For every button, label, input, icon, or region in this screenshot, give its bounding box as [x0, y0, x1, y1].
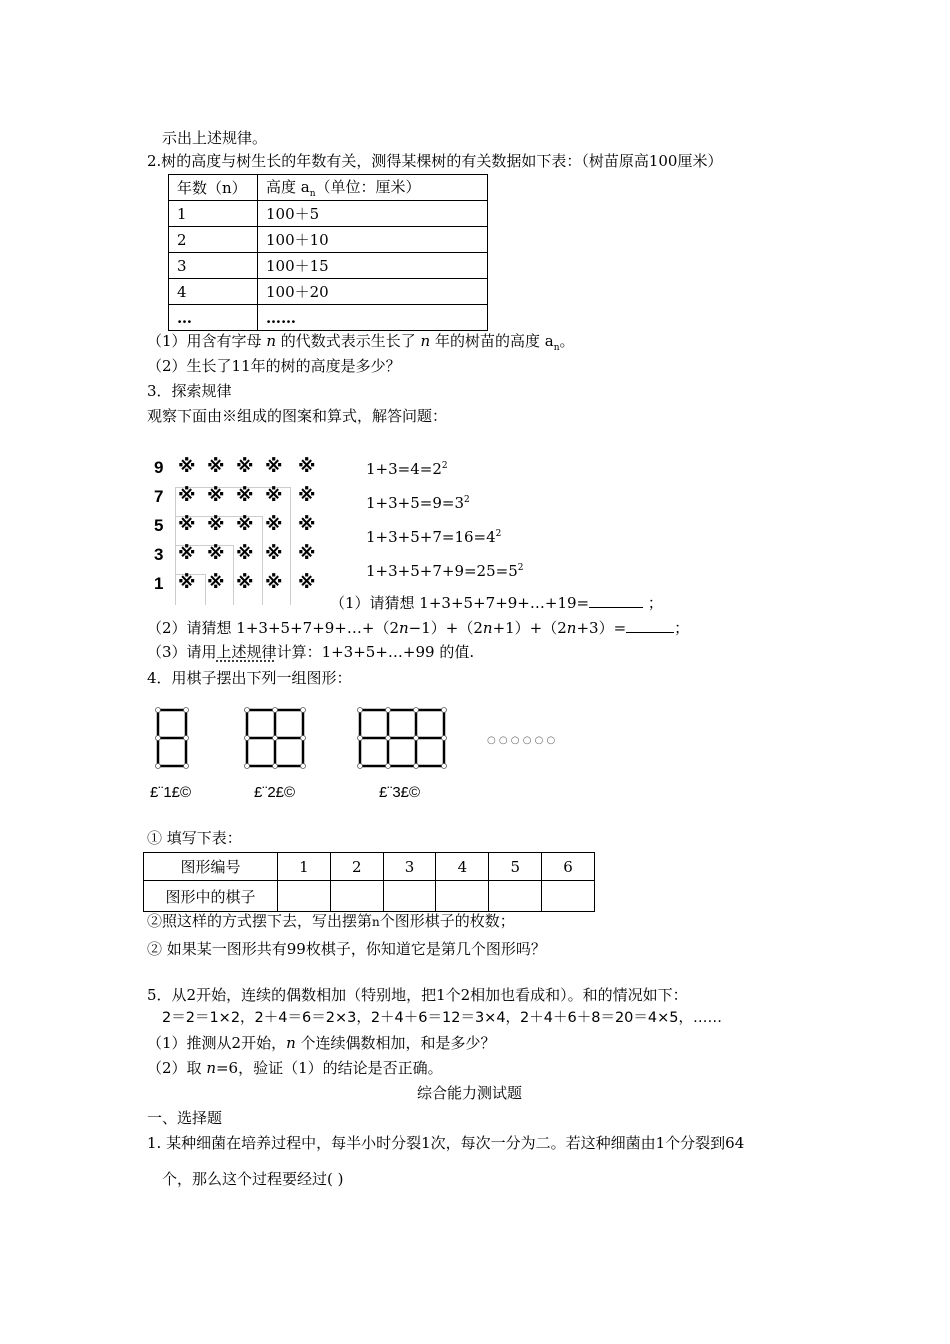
equation-2: $1+3+5=9=3^2$: [366, 494, 470, 512]
chess-piece: [156, 736, 161, 741]
table-row: [169, 201, 488, 227]
cell: 5: [489, 853, 542, 881]
reference-mark-icon: ※: [236, 456, 254, 477]
q5-part2: （2）取 n=6，验证（1）的结论是否正确。: [147, 1059, 443, 1077]
chess-piece: [414, 736, 419, 741]
equation-4: $1+3+5+7+9=25=5^2$: [366, 562, 524, 580]
reference-mark-icon: ※: [298, 543, 316, 564]
cell: [278, 881, 331, 912]
q4-part3: ② 如果某一图形共有99枚棋子，你知道它是第几个图形吗？: [147, 940, 546, 958]
reference-mark-icon: ※: [207, 485, 225, 506]
caption-3: £¨3£©: [379, 784, 421, 801]
cell: 4: [169, 279, 258, 305]
guess-2: （2）请猜想 1+3+5+7+9+…+（2n−1）+（2n+1）+（2n+3）= ；: [147, 619, 690, 637]
answer-blank: [589, 593, 643, 608]
cell: 图形编号: [144, 853, 278, 881]
ellipsis-dots: ○ ○ ○ ○ ○ ○: [487, 735, 556, 746]
q3-desc: 观察下面由※组成的图案和算式，解答问题：: [147, 407, 448, 425]
q2-part2: （2）生长了11年的树的高度是多少？: [147, 357, 401, 375]
reference-mark-icon: ※: [178, 485, 196, 506]
caption-2: £¨2£©: [254, 784, 296, 801]
answer-blank: [626, 618, 674, 633]
chess-piece: [414, 764, 419, 769]
q2-part1: （1）用含有字母 n 的代数式表示生长了 n 年的树苗的高度 $a_n$。: [147, 332, 575, 353]
row-label: 3: [154, 545, 164, 564]
header-years: 年数（n）: [169, 175, 258, 201]
cell: [489, 881, 542, 912]
q5-formula: 2＝2＝1×2，2＋4＝6＝2×3，2＋4＋6＝12＝3×4，2＋4＋6＋8＝20＝4×5，……: [162, 1010, 723, 1026]
reference-mark-icon: ※: [265, 456, 283, 477]
caption-1: £¨1£©: [150, 784, 192, 801]
chess-piece: [245, 708, 250, 713]
chess-piece: [386, 764, 391, 769]
section-subtitle: 一、选择题: [147, 1109, 223, 1127]
chess-piece: [414, 708, 419, 713]
cell: 100＋15: [258, 253, 488, 279]
reference-mark-icon: ※: [207, 543, 225, 564]
reference-mark-icon: ※: [298, 456, 316, 477]
chess-piece: [273, 708, 278, 713]
cell: [330, 881, 383, 912]
reference-mark-icon: ※: [236, 514, 254, 535]
cell: [542, 881, 595, 912]
reference-mark-icon: ※: [178, 514, 196, 535]
reference-mark-icon: ※: [236, 572, 254, 593]
chess-piece: [245, 736, 250, 741]
chess-piece: [386, 708, 391, 713]
reference-mark-icon: ※: [236, 543, 254, 564]
table-row: [169, 175, 488, 201]
chess-piece: [442, 736, 447, 741]
reference-mark-icon: ※: [236, 485, 254, 506]
cell: 3: [383, 853, 436, 881]
section-q1-line2: 个，那么这个过程要经过( ): [162, 1170, 344, 1188]
chess-piece: [184, 736, 189, 741]
row-label: 9: [154, 458, 164, 477]
chess-piece: [358, 736, 363, 741]
cell: 3: [169, 253, 258, 279]
reference-mark-icon: ※: [178, 456, 196, 477]
cell: ……: [258, 305, 488, 331]
table-row: [169, 279, 488, 305]
row-label: 7: [154, 487, 164, 506]
cell: 2: [169, 227, 258, 253]
cell: 1: [278, 853, 331, 881]
chess-piece: [301, 708, 306, 713]
reference-mark-icon: ※: [178, 572, 196, 593]
height-table: [168, 174, 488, 331]
q4-title: 4．用棋子摆出下列一组图形：: [147, 669, 352, 687]
q3-title: 3．探索规律: [147, 382, 232, 400]
chess-piece: [301, 736, 306, 741]
guess-3: （3）请用上述规律计算：1+3+5+…+99 的值.: [147, 643, 475, 661]
table-row: [169, 227, 488, 253]
chess-piece: [156, 708, 161, 713]
cell: 图形中的棋子: [144, 881, 278, 912]
chess-piece: [386, 736, 391, 741]
cell: 100＋5: [258, 201, 488, 227]
cell: [436, 881, 489, 912]
chess-piece: [273, 736, 278, 741]
cell: 6: [542, 853, 595, 881]
reference-mark-icon: ※: [298, 485, 316, 506]
chess-piece: [301, 764, 306, 769]
chess-table: [143, 852, 595, 912]
q2-title: 2.树的高度与树生长的年数有关，测得某棵树的有关数据如下表：（树苗原高100厘米）: [147, 152, 723, 170]
row-label: 1: [154, 574, 164, 593]
table-row: [144, 881, 595, 912]
cell: 1: [169, 201, 258, 227]
reference-mark-icon: ※: [178, 543, 196, 564]
equation-1: $1+3=4=2^2$: [366, 460, 448, 478]
cell: [383, 881, 436, 912]
q4-part2: ②照这样的方式摆下去，写出摆第n个图形棋子的枚数；: [147, 912, 515, 930]
symbol-pattern: [150, 458, 330, 608]
row-label: 5: [154, 516, 164, 535]
reference-mark-icon: ※: [207, 456, 225, 477]
reference-mark-icon: ※: [265, 514, 283, 535]
section-q1-line1: 1. 某种细菌在培养过程中，每半小时分裂1次，每次一分为二。若这种细菌由1个分裂到64: [147, 1134, 745, 1152]
table-row: [169, 253, 488, 279]
q5-title: 5．从2开始，连续的偶数相加（特别地，把1个2相加也看成和）。和的情况如下：: [147, 986, 688, 1004]
header-height: 高度 $a_n$（单位：厘米）: [258, 175, 488, 201]
reference-mark-icon: ※: [265, 543, 283, 564]
equation-3: $1+3+5+7=16=4^2$: [366, 528, 502, 546]
cell: 4: [436, 853, 489, 881]
cell: 100＋20: [258, 279, 488, 305]
reference-mark-icon: ※: [265, 485, 283, 506]
chess-piece: [442, 708, 447, 713]
reference-mark-icon: ※: [265, 572, 283, 593]
table-row: [169, 305, 488, 331]
chess-piece: [442, 764, 447, 769]
chess-piece: [184, 764, 189, 769]
section-title: 综合能力测试题: [417, 1084, 523, 1102]
chess-piece: [358, 764, 363, 769]
cell: 100＋10: [258, 227, 488, 253]
reference-mark-icon: ※: [207, 572, 225, 593]
reference-mark-icon: ※: [298, 572, 316, 593]
chess-piece: [184, 708, 189, 713]
chess-piece: [358, 708, 363, 713]
chess-piece: [156, 764, 161, 769]
table-row: [144, 853, 595, 881]
fill-table-label: ① 填写下表：: [147, 829, 242, 847]
chess-piece: [273, 764, 278, 769]
guess-1: （1）请猜想 1+3+5+7+9+…+19= ；: [330, 594, 663, 612]
reference-mark-icon: ※: [207, 514, 225, 535]
cell: 2: [330, 853, 383, 881]
cell: …: [169, 305, 258, 331]
q5-part1: （1）推测从2开始，n 个连续偶数相加，和是多少？: [147, 1034, 496, 1052]
intro-line: 示出上述规律。: [162, 129, 268, 147]
chess-piece: [245, 764, 250, 769]
reference-mark-icon: ※: [298, 514, 316, 535]
